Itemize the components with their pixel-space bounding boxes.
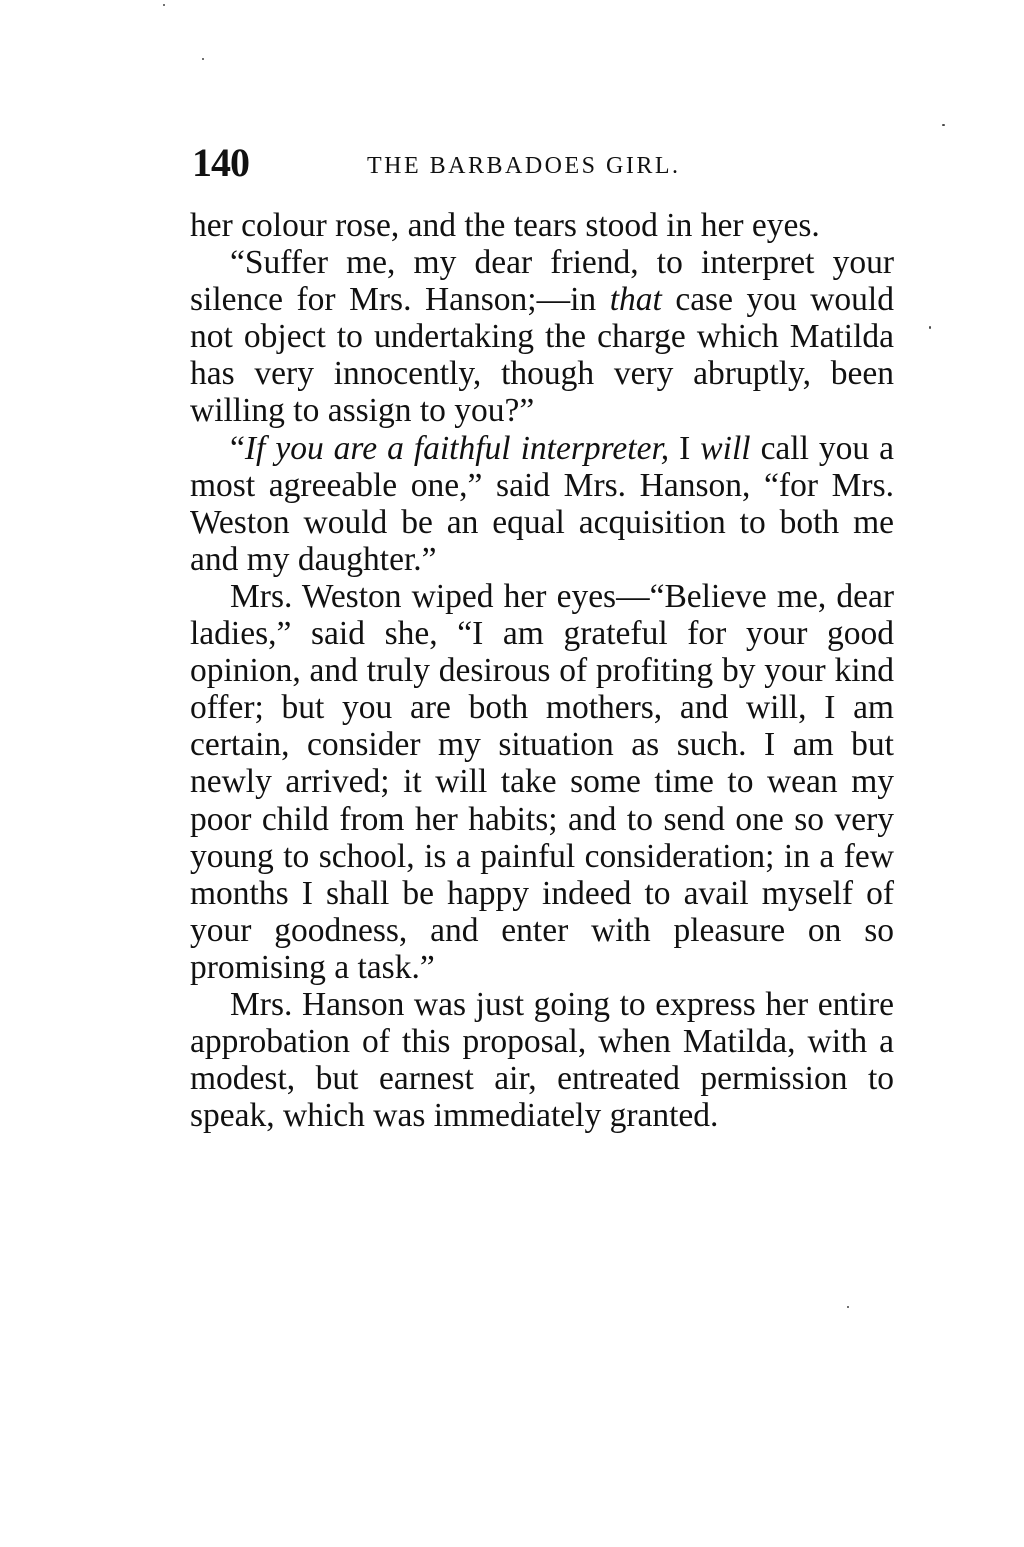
text-segment-italic: If you are a faithful interpreter, — [244, 429, 670, 467]
text-segment: I — [669, 429, 701, 467]
paragraph — [190, 578, 894, 986]
print-speck — [929, 326, 931, 329]
text-segment: her colour rose, and the tears stood in her eyes. — [190, 207, 820, 244]
text-segment-italic: that — [609, 281, 662, 319]
text-segment: Mrs. Hanson was just going to express her entire approbation of this proposal, when Matilda, with a modest, but earnest air, entreated permission to speak, which was immediately granted. — [190, 985, 894, 1135]
text-segment: “Suffer me, my dear friend, to interpret your silence for Mrs. Hanson;—in — [190, 244, 894, 319]
text-segment: Mrs. Weston wiped her eyes—“Believe me, dear ladies,” said she, “I am grateful for your good opinion, and truly desirous of profiting by your kind offer; but you are both mothers, and will, I am certain, consider my situation as such. I am but newly arrived; it will take some time to wean my poor child from her habits; and to send one so very young to school, is a painful consideration; in a few months I shall be happy indeed to avail myself of your goodness, and enter with pleasure on so promising a task.” — [190, 577, 894, 986]
text-segment-italic: will — [700, 429, 751, 467]
paragraph — [190, 244, 894, 429]
page-number: 140 — [192, 140, 249, 185]
running-title: THE BARBADOES GIRL. — [367, 153, 681, 179]
text-segment: “ — [230, 429, 245, 467]
print-speck — [202, 58, 204, 60]
body-text — [190, 207, 894, 1134]
print-speck — [847, 1306, 849, 1308]
paragraph — [190, 207, 894, 244]
text-segment: case you would not object to undertaking the charge which Matilda has very innocently, though very abruptly, been willing to assign to you?” — [190, 281, 894, 430]
page-header — [192, 138, 892, 188]
print-speck — [942, 124, 945, 126]
text-segment: call you a most agreeable one,” said Mrs. Hanson, “for Mrs. Weston would be an equal acquisition to both me and my daughter.” — [190, 429, 895, 578]
print-speck — [163, 4, 165, 6]
paragraph — [190, 430, 894, 578]
paragraph — [190, 986, 894, 1134]
